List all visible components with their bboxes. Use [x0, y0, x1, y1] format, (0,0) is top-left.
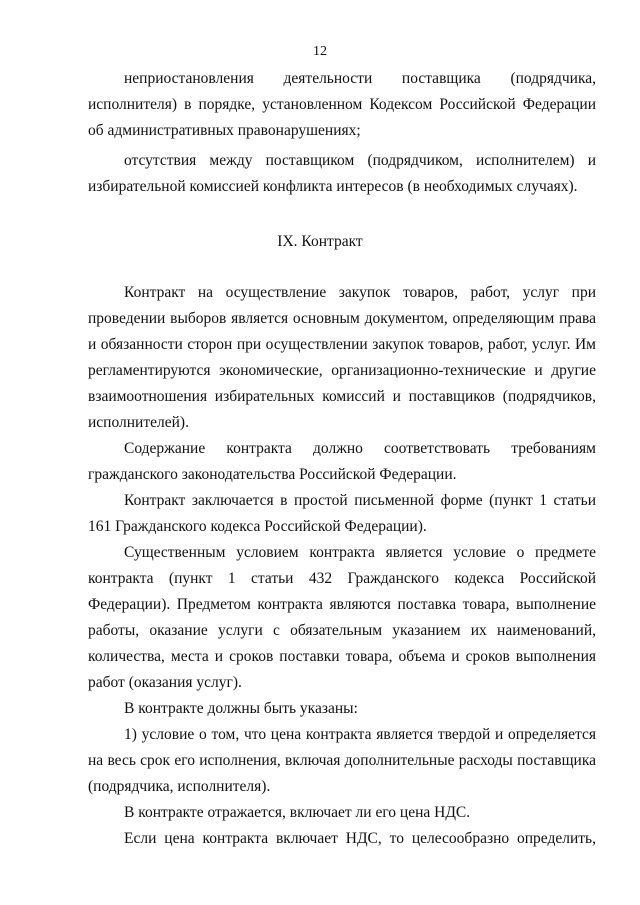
paragraph-6: Существенным условием контракта является условие о предмете контракта (пункт 1 статьи 432 Гражданского кодекса Российской Федерации). Предметом контракта являются поставка товара, выполнение работы, оказание услуги с обязательным указанием их наименований, количества, места и сроков поставки товара, объема и сроков выполнения работ (оказания услуг).	[88, 544, 596, 691]
paragraph-2: отсутствия между поставщиком (подрядчиком, исполнителем) и избирательной комиссией конфликта интересов (в необходимых случаях).	[88, 152, 596, 195]
section-heading: IX. Контракт	[277, 233, 363, 250]
paragraph-5: Контракт заключается в простой письменной форме (пункт 1 статьи 161 Гражданского кодекса Российской Федерации).	[88, 492, 596, 535]
paragraph-9: В контракте отражается, включает ли его цена НДС.	[124, 804, 471, 821]
paragraph-3: Контракт на осуществление закупок товаров, работ, услуг при проведении выборов является основным документом, определяющим права и обязанности сторон при осуществлении закупок товаров, работ, услуг. Им регламентируются экономические, организационно-технические и другие взаимоотношения избирательных комиссий и поставщиков (подрядчиков, исполнителей).	[88, 284, 596, 431]
page-number: 12	[313, 44, 327, 59]
paragraph-4: Содержание контракта должно соответствовать требованиям гражданского законодательства Российской Федерации.	[88, 440, 596, 483]
paragraph-8: 1) условие о том, что цена контракта является твердой и определяется на весь срок его исполнения, включая дополнительные расходы поставщика (подрядчика, исполнителя).	[88, 726, 596, 795]
paragraph-7: В контракте должны быть указаны:	[124, 700, 358, 717]
paragraph-1: неприостановления деятельности поставщика (подрядчика, исполнителя) в порядке, установленном Кодексом Российской Федерации об административных правонарушениях;	[88, 70, 596, 139]
paragraph-10: Если цена контракта включает НДС, то целесообразно определить,	[124, 830, 596, 847]
